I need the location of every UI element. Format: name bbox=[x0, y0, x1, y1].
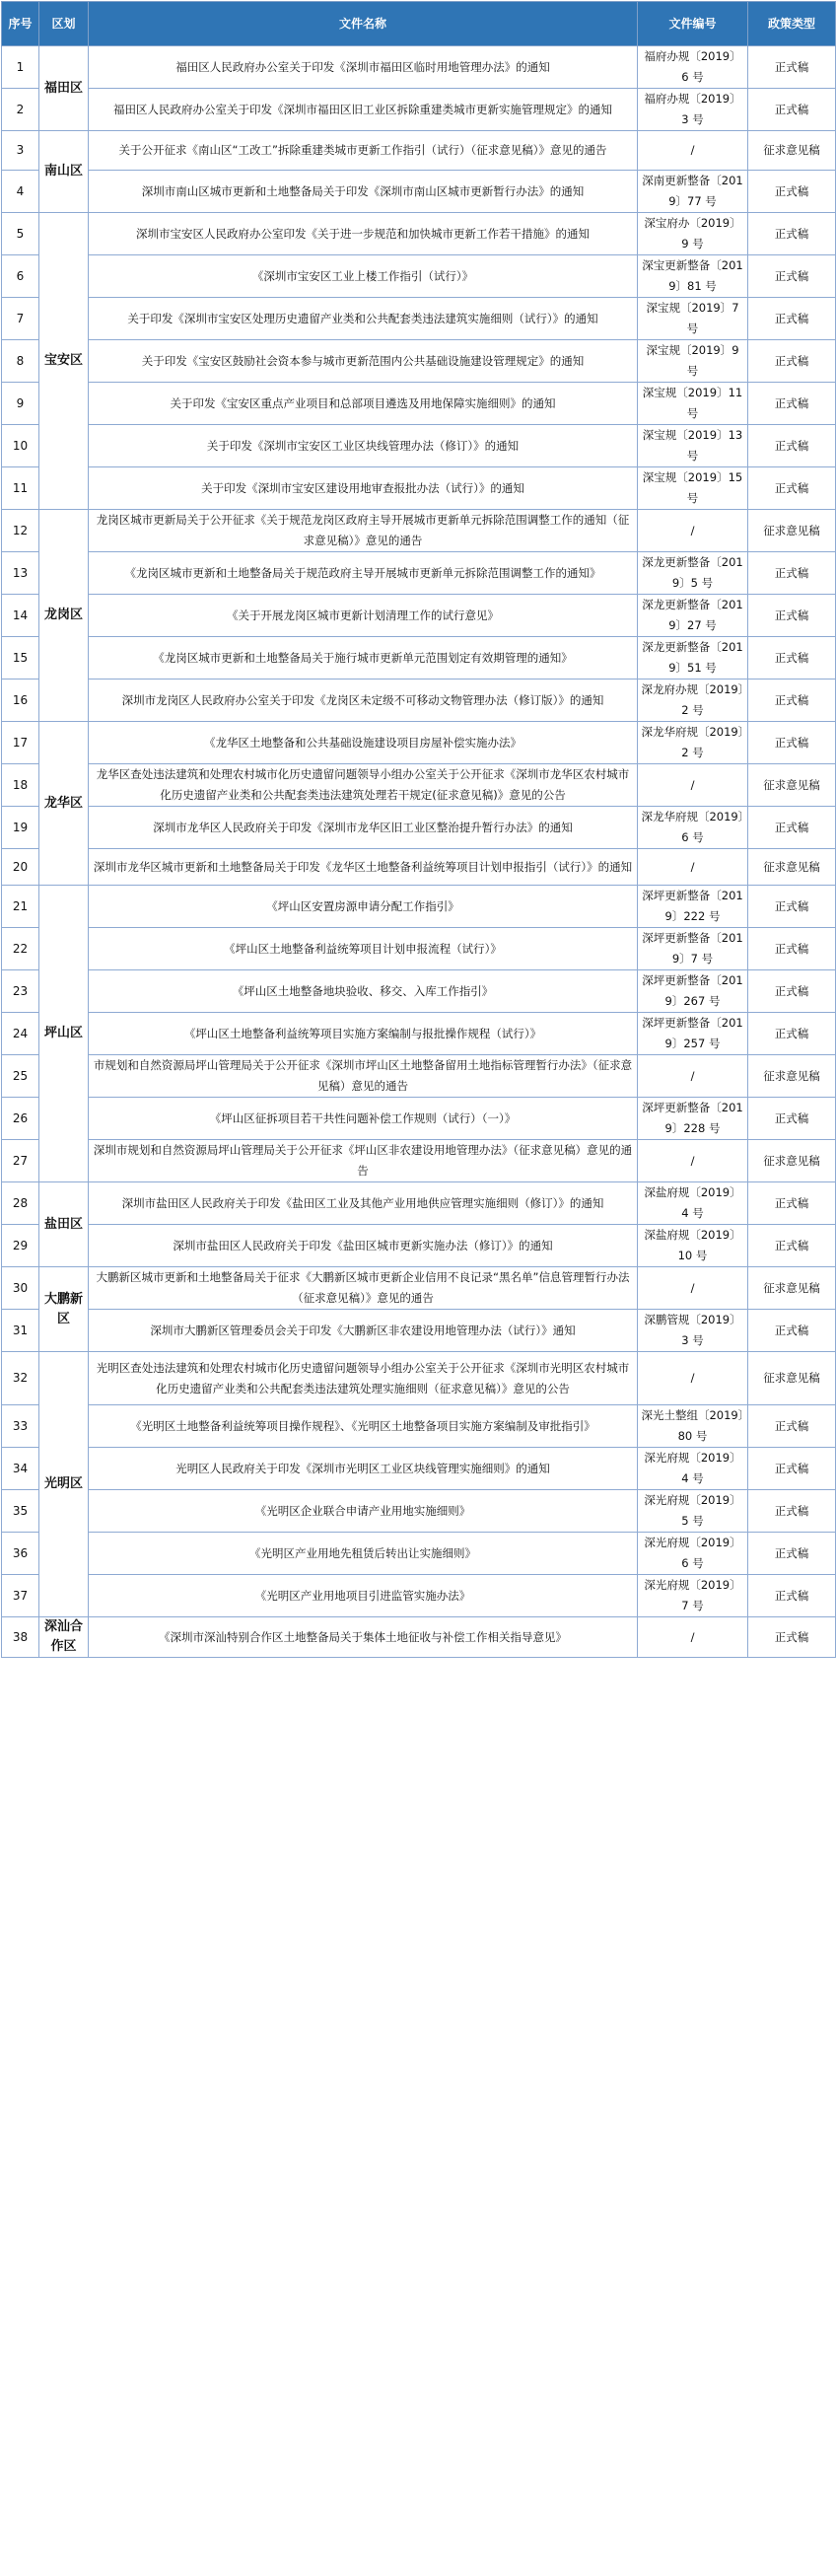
policy-type: 正式稿 bbox=[748, 213, 836, 255]
document-name: 深圳市宝安区人民政府办公室印发《关于进一步规范和加快城市更新工作若干措施》的通知 bbox=[89, 213, 638, 255]
document-name: 《坪山区土地整备利益统筹项目计划申报流程（试行）》 bbox=[89, 928, 638, 970]
policy-type: 正式稿 bbox=[748, 637, 836, 680]
document-code: 深宝府办〔2019〕9 号 bbox=[638, 213, 748, 255]
document-name: 深圳市盐田区人民政府关于印发《盐田区工业及其他产业用地供应管理实施细则（修订）》的通知 bbox=[89, 1182, 638, 1225]
document-name: 光明区人民政府关于印发《深圳市光明区工业区块线管理实施细则》的通知 bbox=[89, 1448, 638, 1490]
policy-type: 正式稿 bbox=[748, 383, 836, 425]
document-code: / bbox=[638, 1352, 748, 1405]
document-name: 深圳市龙岗区人民政府办公室关于印发《龙岗区未定级不可移动文物管理办法（修订版）》的通知 bbox=[89, 680, 638, 722]
table-row bbox=[2, 807, 836, 849]
policy-type: 正式稿 bbox=[748, 928, 836, 970]
row-number: 30 bbox=[2, 1267, 39, 1310]
policy-type: 正式稿 bbox=[748, 255, 836, 298]
table-row bbox=[2, 1352, 836, 1405]
table-row bbox=[2, 171, 836, 213]
district-cell: 宝安区 bbox=[39, 213, 89, 510]
policy-type: 正式稿 bbox=[748, 425, 836, 467]
document-code: / bbox=[638, 1617, 748, 1658]
table-row bbox=[2, 89, 836, 131]
document-name: 《坪山区土地整备利益统筹项目实施方案编制与报批操作规程（试行）》 bbox=[89, 1013, 638, 1055]
table-body bbox=[2, 46, 836, 1658]
table-row bbox=[2, 1448, 836, 1490]
row-number: 32 bbox=[2, 1352, 39, 1405]
document-code: 深盐府规〔2019〕10 号 bbox=[638, 1225, 748, 1267]
document-name: 深圳市龙华区城市更新和土地整备局关于印发《龙华区土地整备利益统筹项目计划申报指引（试行）》的通知 bbox=[89, 849, 638, 886]
document-code: / bbox=[638, 849, 748, 886]
header-code: 文件编号 bbox=[638, 2, 748, 46]
table-row bbox=[2, 1182, 836, 1225]
district-cell: 坪山区 bbox=[39, 886, 89, 1182]
row-number: 17 bbox=[2, 722, 39, 764]
policy-type: 正式稿 bbox=[748, 595, 836, 637]
document-name: 《深圳市深汕特别合作区土地整备局关于集体土地征收与补偿工作相关指导意见》 bbox=[89, 1617, 638, 1658]
row-number: 9 bbox=[2, 383, 39, 425]
row-number: 27 bbox=[2, 1140, 39, 1182]
policy-type: 正式稿 bbox=[748, 89, 836, 131]
document-code: 深盐府规〔2019〕4 号 bbox=[638, 1182, 748, 1225]
document-name: 《光明区产业用地先租赁后转出让实施细则》 bbox=[89, 1533, 638, 1575]
row-number: 14 bbox=[2, 595, 39, 637]
document-code: 深宝规〔2019〕7 号 bbox=[638, 298, 748, 340]
document-name: 龙岗区城市更新局关于公开征求《关于规范龙岗区政府主导开展城市更新单元拆除范围调整工作的通知（征求意见稿）》意见的通告 bbox=[89, 510, 638, 552]
table-row bbox=[2, 1490, 836, 1533]
document-code: / bbox=[638, 131, 748, 171]
table-row bbox=[2, 131, 836, 171]
policy-type: 正式稿 bbox=[748, 1310, 836, 1352]
table-row bbox=[2, 298, 836, 340]
table-row bbox=[2, 1617, 836, 1658]
row-number: 23 bbox=[2, 970, 39, 1013]
document-name: 《光明区企业联合申请产业用地实施细则》 bbox=[89, 1490, 638, 1533]
document-code: 深宝规〔2019〕13 号 bbox=[638, 425, 748, 467]
table-row bbox=[2, 680, 836, 722]
policy-type: 正式稿 bbox=[748, 1448, 836, 1490]
document-code: / bbox=[638, 1140, 748, 1182]
header-district: 区划 bbox=[39, 2, 89, 46]
table-row bbox=[2, 1310, 836, 1352]
policy-type: 征求意见稿 bbox=[748, 1352, 836, 1405]
policy-type: 正式稿 bbox=[748, 1098, 836, 1140]
table-row bbox=[2, 552, 836, 595]
row-number: 3 bbox=[2, 131, 39, 171]
document-code: 深龙华府规〔2019〕2 号 bbox=[638, 722, 748, 764]
district-cell: 光明区 bbox=[39, 1352, 89, 1617]
row-number: 33 bbox=[2, 1405, 39, 1448]
document-name: 《关于开展龙岗区城市更新计划清理工作的试行意见》 bbox=[89, 595, 638, 637]
row-number: 28 bbox=[2, 1182, 39, 1225]
row-number: 8 bbox=[2, 340, 39, 383]
row-number: 21 bbox=[2, 886, 39, 928]
document-name: 《坪山区安置房源申请分配工作指引》 bbox=[89, 886, 638, 928]
policy-type: 正式稿 bbox=[748, 298, 836, 340]
document-code: 深光府规〔2019〕6 号 bbox=[638, 1533, 748, 1575]
header-name: 文件名称 bbox=[89, 2, 638, 46]
policy-type: 正式稿 bbox=[748, 1405, 836, 1448]
row-number: 16 bbox=[2, 680, 39, 722]
policy-type: 正式稿 bbox=[748, 1013, 836, 1055]
row-number: 29 bbox=[2, 1225, 39, 1267]
policy-type: 正式稿 bbox=[748, 467, 836, 510]
document-code: 深光府规〔2019〕5 号 bbox=[638, 1490, 748, 1533]
table-row bbox=[2, 928, 836, 970]
table-row bbox=[2, 1225, 836, 1267]
document-name: 《深圳市宝安区工业上楼工作指引（试行）》 bbox=[89, 255, 638, 298]
document-name: 深圳市大鹏新区管理委员会关于印发《大鹏新区非农建设用地管理办法（试行）》通知 bbox=[89, 1310, 638, 1352]
document-code: 深龙更新整备〔2019〕27 号 bbox=[638, 595, 748, 637]
document-name: 市规划和自然资源局坪山管理局关于公开征求《深圳市坪山区土地整备留用土地指标管理暂行办法》（征求意见稿）意见的通告 bbox=[89, 1055, 638, 1098]
table-row bbox=[2, 849, 836, 886]
district-cell: 深汕合作区 bbox=[39, 1617, 89, 1658]
district-cell: 龙华区 bbox=[39, 722, 89, 886]
document-name: 大鹏新区城市更新和土地整备局关于征求《大鹏新区城市更新企业信用不良记录“黑名单”信息管理暂行办法（征求意见稿）》意见的通告 bbox=[89, 1267, 638, 1310]
policy-type: 征求意见稿 bbox=[748, 1140, 836, 1182]
policy-type: 正式稿 bbox=[748, 340, 836, 383]
document-name: 关于公开征求《南山区“工改工”拆除重建类城市更新工作指引（试行）（征求意见稿）》意见的通告 bbox=[89, 131, 638, 171]
document-name: 深圳市南山区城市更新和土地整备局关于印发《深圳市南山区城市更新暂行办法》的通知 bbox=[89, 171, 638, 213]
row-number: 15 bbox=[2, 637, 39, 680]
document-name: 《光明区土地整备利益统筹项目操作规程》、《光明区土地整备项目实施方案编制及审批指引》 bbox=[89, 1405, 638, 1448]
document-name: 福田区人民政府办公室关于印发《深圳市福田区临时用地管理办法》的通知 bbox=[89, 46, 638, 89]
table-row bbox=[2, 467, 836, 510]
table-row bbox=[2, 1575, 836, 1617]
document-code: 深光土整组〔2019〕80 号 bbox=[638, 1405, 748, 1448]
row-number: 6 bbox=[2, 255, 39, 298]
header-no: 序号 bbox=[2, 2, 39, 46]
district-cell: 龙岗区 bbox=[39, 510, 89, 722]
document-name: 关于印发《深圳市宝安区工业区块线管理办法（修订）》的通知 bbox=[89, 425, 638, 467]
document-code: 深龙华府规〔2019〕6 号 bbox=[638, 807, 748, 849]
table-row bbox=[2, 595, 836, 637]
row-number: 38 bbox=[2, 1617, 39, 1658]
document-name: 《龙华区土地整备和公共基础设施建设项目房屋补偿实施办法》 bbox=[89, 722, 638, 764]
document-name: 《龙岗区城市更新和土地整备局关于规范政府主导开展城市更新单元拆除范围调整工作的通知》 bbox=[89, 552, 638, 595]
table-row bbox=[2, 46, 836, 89]
row-number: 13 bbox=[2, 552, 39, 595]
document-code: 深宝规〔2019〕9 号 bbox=[638, 340, 748, 383]
document-code: 深坪更新整备〔2019〕267 号 bbox=[638, 970, 748, 1013]
row-number: 4 bbox=[2, 171, 39, 213]
row-number: 22 bbox=[2, 928, 39, 970]
document-name: 《坪山区征拆项目若干共性问题补偿工作规则（试行）（一）》 bbox=[89, 1098, 638, 1140]
table-row bbox=[2, 764, 836, 807]
policy-type: 征求意见稿 bbox=[748, 849, 836, 886]
document-name: 关于印发《深圳市宝安区处理历史遗留产业类和公共配套类违法建筑实施细则（试行）》的通知 bbox=[89, 298, 638, 340]
document-name: 龙华区查处违法建筑和处理农村城市化历史遗留问题领导小组办公室关于公开征求《深圳市龙华区农村城市化历史遗留产业类和公共配套类违法建筑处理若干规定(征求意见稿)》意见的公告 bbox=[89, 764, 638, 807]
document-name: 福田区人民政府办公室关于印发《深圳市福田区旧工业区拆除重建类城市更新实施管理规定》的通知 bbox=[89, 89, 638, 131]
row-number: 5 bbox=[2, 213, 39, 255]
row-number: 24 bbox=[2, 1013, 39, 1055]
row-number: 2 bbox=[2, 89, 39, 131]
table-row bbox=[2, 1267, 836, 1310]
row-number: 37 bbox=[2, 1575, 39, 1617]
table-row bbox=[2, 886, 836, 928]
district-cell: 大鹏新区 bbox=[39, 1267, 89, 1352]
row-number: 34 bbox=[2, 1448, 39, 1490]
document-code: 深龙更新整备〔2019〕51 号 bbox=[638, 637, 748, 680]
table-row bbox=[2, 637, 836, 680]
policy-type: 正式稿 bbox=[748, 1490, 836, 1533]
policy-type: 正式稿 bbox=[748, 1575, 836, 1617]
document-code: 深坪更新整备〔2019〕7 号 bbox=[638, 928, 748, 970]
policy-type: 正式稿 bbox=[748, 807, 836, 849]
document-code: 深光府规〔2019〕7 号 bbox=[638, 1575, 748, 1617]
table-row bbox=[2, 722, 836, 764]
policy-type: 征求意见稿 bbox=[748, 764, 836, 807]
policy-type: 正式稿 bbox=[748, 1533, 836, 1575]
policy-table bbox=[1, 1, 836, 1658]
document-name: 深圳市盐田区人民政府关于印发《盐田区城市更新实施办法（修订）》的通知 bbox=[89, 1225, 638, 1267]
document-name: 深圳市龙华区人民政府关于印发《深圳市龙华区旧工业区整治提升暂行办法》的通知 bbox=[89, 807, 638, 849]
document-code: 深宝更新整备〔2019〕81 号 bbox=[638, 255, 748, 298]
policy-type: 征求意见稿 bbox=[748, 1267, 836, 1310]
document-name: 《龙岗区城市更新和土地整备局关于施行城市更新单元范围划定有效期管理的通知》 bbox=[89, 637, 638, 680]
document-name: 关于印发《深圳市宝安区建设用地审查报批办法（试行）》的通知 bbox=[89, 467, 638, 510]
policy-type: 正式稿 bbox=[748, 171, 836, 213]
table-row bbox=[2, 213, 836, 255]
row-number: 36 bbox=[2, 1533, 39, 1575]
policy-type: 征求意见稿 bbox=[748, 131, 836, 171]
row-number: 20 bbox=[2, 849, 39, 886]
table-row bbox=[2, 1013, 836, 1055]
row-number: 35 bbox=[2, 1490, 39, 1533]
policy-type: 正式稿 bbox=[748, 722, 836, 764]
document-name: 关于印发《宝安区重点产业项目和总部项目遴选及用地保障实施细则》的通知 bbox=[89, 383, 638, 425]
policy-type: 征求意见稿 bbox=[748, 510, 836, 552]
document-code: 深坪更新整备〔2019〕257 号 bbox=[638, 1013, 748, 1055]
document-code: 深坪更新整备〔2019〕228 号 bbox=[638, 1098, 748, 1140]
table-row bbox=[2, 1098, 836, 1140]
policy-type: 正式稿 bbox=[748, 46, 836, 89]
row-number: 10 bbox=[2, 425, 39, 467]
policy-type: 征求意见稿 bbox=[748, 1055, 836, 1098]
policy-type: 正式稿 bbox=[748, 680, 836, 722]
table-header-row bbox=[2, 2, 836, 46]
row-number: 19 bbox=[2, 807, 39, 849]
document-code: 深南更新整备〔2019〕77 号 bbox=[638, 171, 748, 213]
document-name: 《坪山区土地整备地块验收、移交、入库工作指引》 bbox=[89, 970, 638, 1013]
document-name: 关于印发《宝安区鼓励社会资本参与城市更新范围内公共基础设施建设管理规定》的通知 bbox=[89, 340, 638, 383]
document-code: / bbox=[638, 764, 748, 807]
row-number: 11 bbox=[2, 467, 39, 510]
policy-type: 正式稿 bbox=[748, 552, 836, 595]
policy-type: 正式稿 bbox=[748, 970, 836, 1013]
document-code: / bbox=[638, 510, 748, 552]
document-name: 《光明区产业用地项目引进监管实施办法》 bbox=[89, 1575, 638, 1617]
table-row bbox=[2, 1533, 836, 1575]
document-code: 深龙府办规〔2019〕2 号 bbox=[638, 680, 748, 722]
document-code: 福府办规〔2019〕3 号 bbox=[638, 89, 748, 131]
policy-type: 正式稿 bbox=[748, 1182, 836, 1225]
row-number: 18 bbox=[2, 764, 39, 807]
header-type: 政策类型 bbox=[748, 2, 836, 46]
table-row bbox=[2, 1405, 836, 1448]
policy-type: 正式稿 bbox=[748, 1617, 836, 1658]
table-row bbox=[2, 510, 836, 552]
document-code: 深坪更新整备〔2019〕222 号 bbox=[638, 886, 748, 928]
document-code: / bbox=[638, 1267, 748, 1310]
row-number: 1 bbox=[2, 46, 39, 89]
table-row bbox=[2, 255, 836, 298]
table-row bbox=[2, 1140, 836, 1182]
row-number: 12 bbox=[2, 510, 39, 552]
table-row bbox=[2, 383, 836, 425]
document-code: 福府办规〔2019〕6 号 bbox=[638, 46, 748, 89]
district-cell: 南山区 bbox=[39, 131, 89, 213]
document-name: 光明区查处违法建筑和处理农村城市化历史遗留问题领导小组办公室关于公开征求《深圳市光明区农村城市化历史遗留产业类和公共配套类违法建筑处理实施细则（征求意见稿）》意见的公告 bbox=[89, 1352, 638, 1405]
document-code: / bbox=[638, 1055, 748, 1098]
policy-type: 正式稿 bbox=[748, 1225, 836, 1267]
document-code: 深宝规〔2019〕15 号 bbox=[638, 467, 748, 510]
row-number: 31 bbox=[2, 1310, 39, 1352]
document-code: 深鹏管规〔2019〕3 号 bbox=[638, 1310, 748, 1352]
document-code: 深光府规〔2019〕4 号 bbox=[638, 1448, 748, 1490]
policy-type: 正式稿 bbox=[748, 886, 836, 928]
table-row bbox=[2, 1055, 836, 1098]
document-name: 深圳市规划和自然资源局坪山管理局关于公开征求《坪山区非农建设用地管理办法》（征求意见稿）意见的通告 bbox=[89, 1140, 638, 1182]
table-row bbox=[2, 425, 836, 467]
district-cell: 盐田区 bbox=[39, 1182, 89, 1267]
document-code: 深宝规〔2019〕11 号 bbox=[638, 383, 748, 425]
table-row bbox=[2, 340, 836, 383]
row-number: 26 bbox=[2, 1098, 39, 1140]
row-number: 25 bbox=[2, 1055, 39, 1098]
table-row bbox=[2, 970, 836, 1013]
district-cell: 福田区 bbox=[39, 46, 89, 131]
document-code: 深龙更新整备〔2019〕5 号 bbox=[638, 552, 748, 595]
row-number: 7 bbox=[2, 298, 39, 340]
